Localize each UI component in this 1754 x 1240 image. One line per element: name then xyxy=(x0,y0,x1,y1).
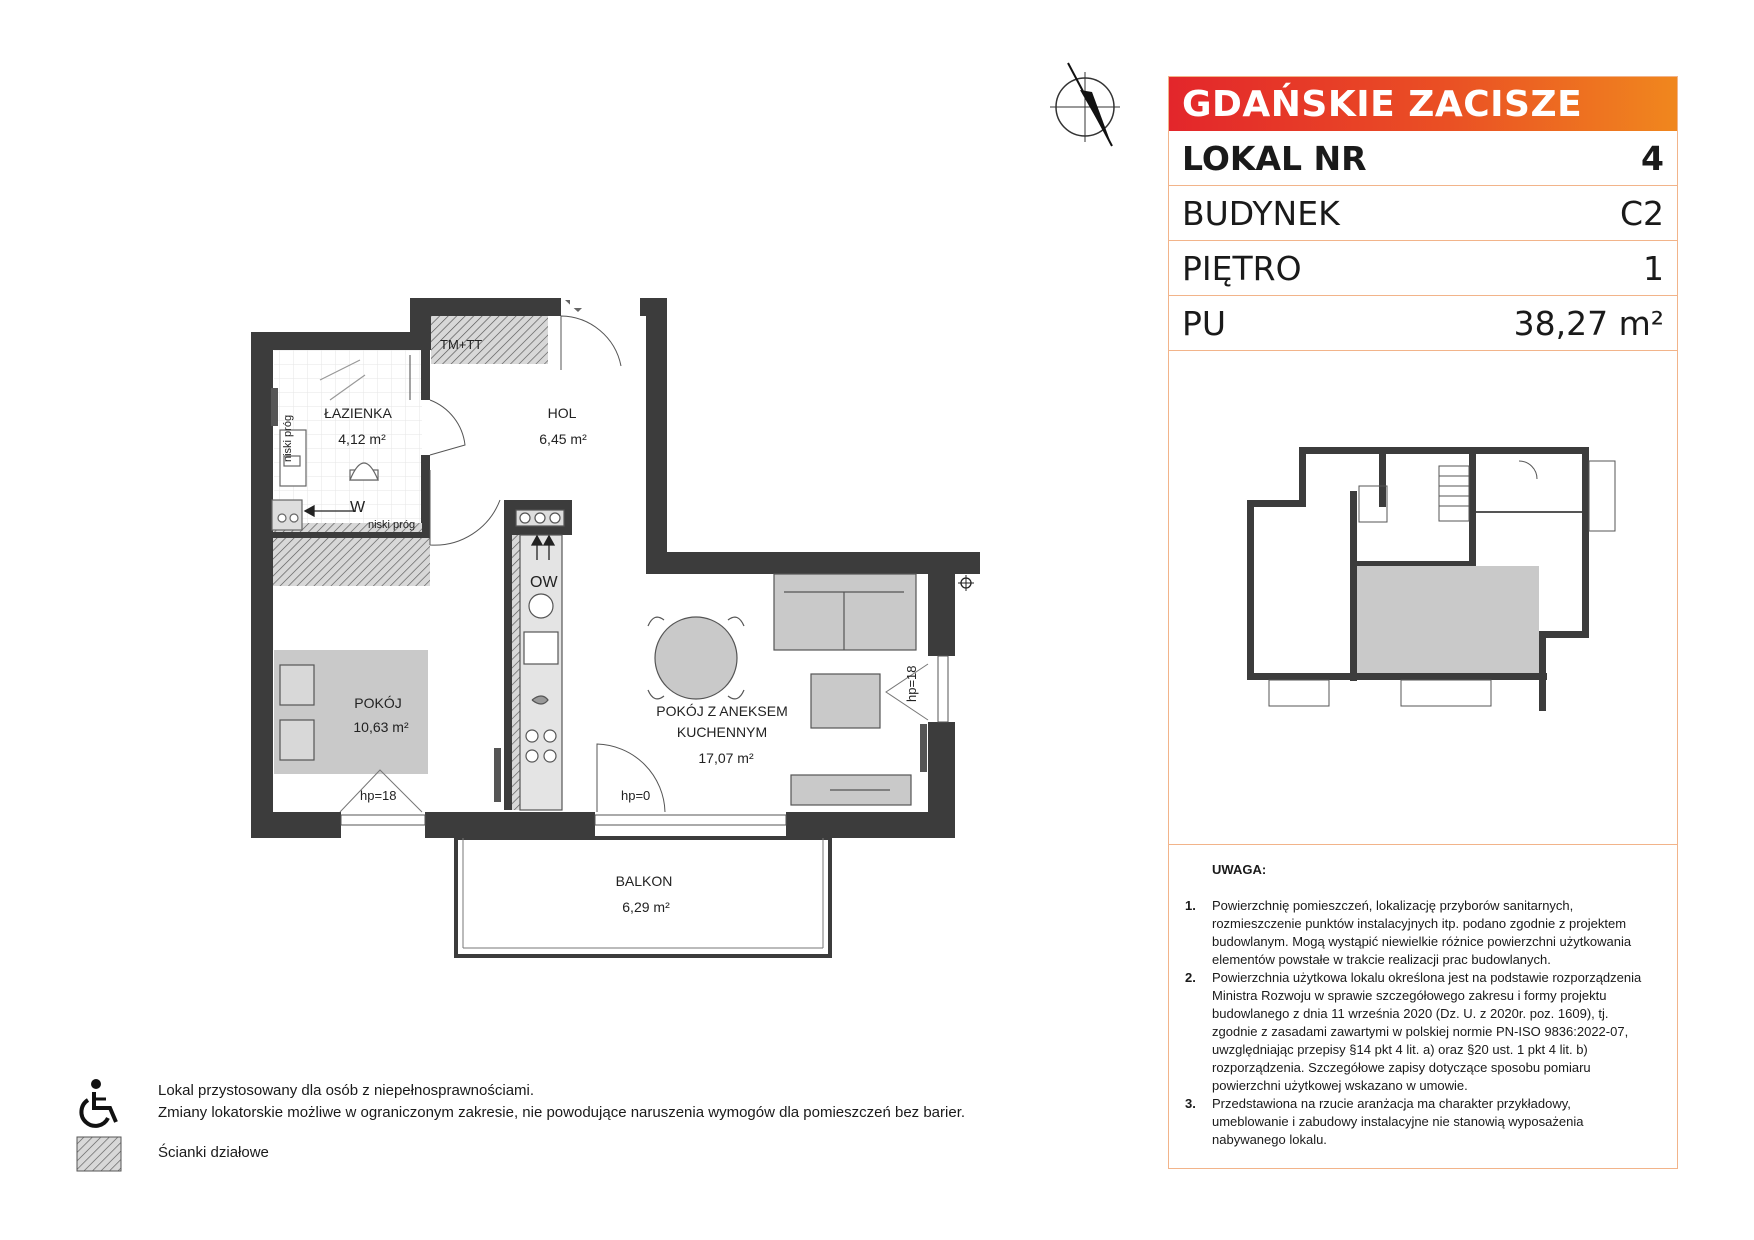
room-area-bedroom: 10,63 m² xyxy=(353,719,409,735)
label-low-threshold: niski próg xyxy=(368,519,416,531)
gas-meter-icon xyxy=(958,575,974,591)
room-name-living-line1: POKÓJ Z ANEKSEM xyxy=(656,703,788,719)
key-plan-drawing xyxy=(1169,351,1677,844)
notes-title: UWAGA: xyxy=(1212,862,1267,877)
legend-accessibility-line2: Zmiany lokatorskie możliwe w ograniczonym zakresie, nie powodujące naruszenia wymogów dla pomieszczeń bez barier. xyxy=(158,1104,966,1121)
partition-wall-hatch xyxy=(273,538,430,586)
note-number: 2. xyxy=(1185,970,1196,985)
room-name-balcony: BALKON xyxy=(615,873,673,889)
note-number: 3. xyxy=(1185,1096,1196,1111)
panel-header xyxy=(1169,77,1677,131)
row-label: BUDYNEK xyxy=(1182,193,1340,233)
sofa xyxy=(774,574,916,650)
label-ow: OW xyxy=(530,574,558,591)
radiator xyxy=(920,724,927,772)
row-value: 38,27 m² xyxy=(1513,303,1664,343)
key-plan xyxy=(1169,351,1677,845)
radiator xyxy=(494,748,501,802)
north-arrow-icon xyxy=(1050,63,1120,146)
room-area-bathroom: 4,12 m² xyxy=(338,431,386,447)
note-number: 1. xyxy=(1185,898,1196,913)
row-label: LOKAL NR xyxy=(1182,138,1367,178)
room-name-hall: HOL xyxy=(547,405,577,421)
dining-table xyxy=(648,617,744,699)
wheelchair-icon xyxy=(76,1078,126,1130)
note-text: Powierzchnia użytkowa lokalu określona jest na podstawie rozporządzenia Ministra Rozwoju w sprawie szczegółowego zakresu i formy projektu budowlanego z dnia 11 września 2020 (Dz. U. z 2020r. poz. 1609), tj. zgodnie z zasadami zawartymi w polskiej normie PN-ISO 9836:2022-07, uwzględniając przepisy §14 pkt 4 lit. a) oraz §20 ust. 1 pkt 4 lit. b) rozporządzenia. Szczegółowe zapisy dotyczące sposobu pomiaru powierzchni użytkowej wskazano w umowie. xyxy=(1212,970,1642,1093)
room-area-balcony: 6,29 m² xyxy=(622,899,670,915)
note-item xyxy=(1185,897,1651,969)
label-low-threshold: niski próg xyxy=(282,414,294,462)
note-item xyxy=(1185,969,1651,1095)
row-unit-number xyxy=(1169,131,1677,186)
kitchen-counter xyxy=(516,510,564,810)
coffee-table xyxy=(811,674,880,728)
info-panel xyxy=(1168,76,1678,1169)
partition-hatch-swatch xyxy=(76,1136,122,1172)
room-name-bathroom: ŁAZIENKA xyxy=(324,405,392,421)
label-hp-18: hp=18 xyxy=(904,665,919,702)
notes xyxy=(1169,845,1677,1149)
row-label: PIĘTRO xyxy=(1182,248,1302,288)
note-text: Przedstawiona na rzucie aranżacja ma charakter przykładowy, umeblowanie i zabudowy instalacyjne nie stanowią wyposażenia nabywanego lokalu. xyxy=(1212,1096,1584,1147)
label-tm-tt: TM+TT xyxy=(440,337,483,352)
project-title: GDAŃSKIE ZACISZE xyxy=(1182,83,1583,125)
room-area-living: 17,07 m² xyxy=(698,750,754,766)
legend-accessibility-line1: Lokal przystosowany dla osób z niepełnosprawnościami. xyxy=(158,1082,535,1099)
note-text: Powierzchnię pomieszczeń, lokalizację przyborów sanitarnych, rozmieszczenie punktów instalacyjnych itp. podano zgodnie z projektem budowlanym. Mogą wystąpić niewielkie różnice powierzchni użytkowania elementów powstałe w trakcie realizacji prac budowlanych. xyxy=(1212,898,1632,967)
room-name-bedroom: POKÓJ xyxy=(354,695,402,711)
room-door xyxy=(430,470,500,545)
bathroom-door xyxy=(430,400,465,455)
note-item xyxy=(1185,1095,1651,1149)
row-building xyxy=(1169,186,1677,241)
row-value: C2 xyxy=(1619,193,1664,233)
row-value: 1 xyxy=(1643,248,1664,288)
entry-door xyxy=(561,316,621,370)
row-label: PU xyxy=(1182,303,1227,343)
row-value: 4 xyxy=(1641,138,1664,178)
label-hp-0: hp=0 xyxy=(621,788,651,803)
room-name-living-line2: KUCHENNYM xyxy=(676,724,768,740)
radiator xyxy=(271,388,278,426)
label-hp-18: hp=18 xyxy=(360,788,397,803)
row-area xyxy=(1169,296,1677,351)
balcony xyxy=(456,838,830,956)
legend-partition: Ścianki działowe xyxy=(158,1144,269,1161)
row-floor xyxy=(1169,241,1677,296)
label-w: W xyxy=(350,499,366,516)
room-area-hall: 6,45 m² xyxy=(539,431,587,447)
